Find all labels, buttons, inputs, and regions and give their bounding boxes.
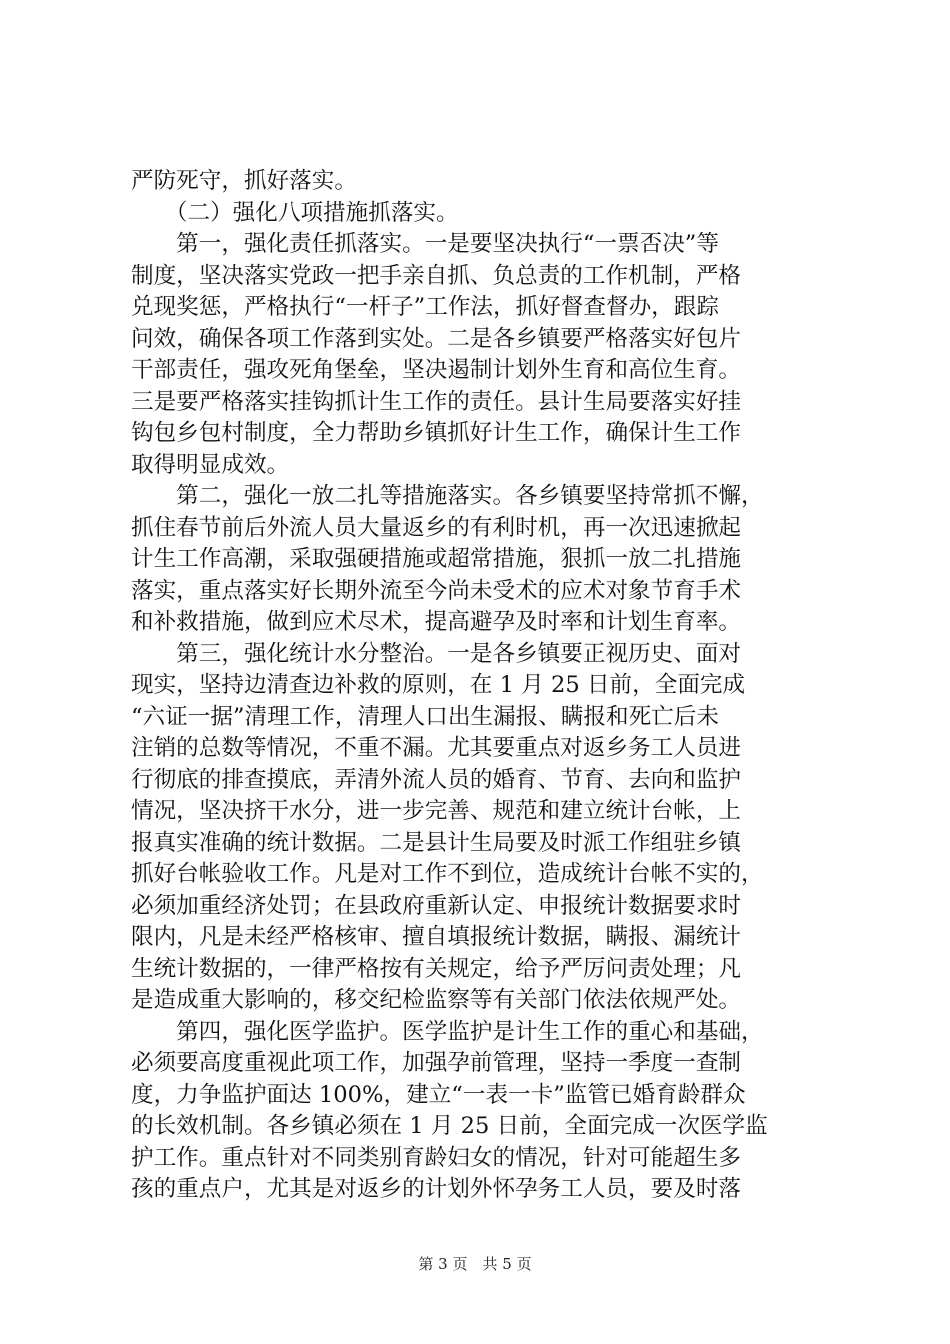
text-line: 是造成重大影响的，移交纪检监察等有关部门依法依规严处。	[131, 987, 742, 1013]
text-line: 报真实准确的统计数据。二是县计生局要及时派工作组驻乡镇	[131, 829, 742, 856]
text-line: 落实，重点落实好长期外流至今尚未受术的应术对象节育手术	[131, 577, 742, 604]
text-line: 限内，凡是未经严格核审、擅自填报统计数据，瞒报、漏统计	[131, 924, 742, 950]
text-line: 注销的总数等情况，不重不漏。尤其要重点对返乡务工人员进	[131, 735, 742, 761]
text-line: 必须要高度重视此项工作，加强孕前管理，坚持一季度一查制	[131, 1050, 742, 1076]
text-line: 抓住春节前后外流人员大量返乡的有利时机，再一次迅速掀起	[131, 514, 742, 541]
text-line: 抓好台帐验收工作。凡是对工作不到位，造成统计台帐不实的，	[131, 861, 764, 887]
text-line: 第三，强化统计水分整治。一是各乡镇要正视历史、面对	[131, 640, 742, 667]
text-line: 情况，坚决挤干水分，进一步完善、规范和建立统计台帐，上	[131, 798, 742, 824]
text-line: 制度，坚决落实党政一把手亲自抓、负总责的工作机制，严格	[131, 262, 742, 289]
text-line: 问效，确保各项工作落到实处。二是各乡镇要严格落实好包片	[131, 325, 742, 352]
text-line: 度，力争监护面达 100%，建立“一表一卡”监管已婚育龄群众	[131, 1081, 746, 1108]
text-line: 的长效机制。各乡镇必须在 1 月 25 日前，全面完成一次医学监	[131, 1113, 768, 1139]
text-line: 计生工作高潮，采取强硬措施或超常措施，狠抓一放二扎措施	[131, 546, 742, 572]
text-line: 严防死守，抓好落实。	[131, 168, 357, 194]
text-line: “六证一据”清理工作，清理人口出生漏报、瞒报和死亡后未	[131, 703, 719, 730]
text-line: 钩包乡包村制度，全力帮助乡镇抓好计生工作，确保计生工作	[131, 420, 742, 446]
text-line: 孩的重点户，尤其是对返乡的计划外怀孕务工人员，要及时落	[131, 1176, 742, 1202]
text-line: 行彻底的排查摸底，弄清外流人员的婚育、节育、去向和监护	[131, 766, 742, 793]
text-line: 第四，强化医学监护。医学监护是计生工作的重心和基础，	[131, 1018, 764, 1045]
page-number-footer: 第 3 页 共 5 页	[418, 1255, 532, 1273]
text-line: 取得明显成效。	[131, 451, 290, 478]
text-line: 现实，坚持边清查边补救的原则，在 1 月 25 日前，全面完成	[131, 672, 746, 698]
text-line: （二）强化八项措施抓落实。	[131, 199, 459, 226]
text-line: 护工作。重点针对不同类别育龄妇女的情况，针对可能超生多	[131, 1144, 742, 1171]
document-body	[131, 166, 831, 1206]
text-line: 第二，强化一放二扎等措施落实。各乡镇要坚持常抓不懈，	[131, 483, 764, 509]
text-line: 第一，强化责任抓落实。一是要坚决执行“一票否决”等	[131, 231, 719, 257]
text-line: 兑现奖惩，严格执行“一杆子”工作法，抓好督查督办，跟踪	[131, 294, 719, 320]
text-line: 三是要严格落实挂钩抓计生工作的责任。县计生局要落实好挂	[131, 388, 742, 415]
text-line: 和补救措施，做到应术尽术，提高避孕及时率和计划生育率。	[131, 609, 742, 635]
text-line: 生统计数据的，一律严格按有关规定，给予严厉问责处理；凡	[131, 955, 742, 982]
text-line: 必须加重经济处罚；在县政府重新认定、申报统计数据要求时	[131, 892, 742, 919]
text-line: 干部责任，强攻死角堡垒，坚决遏制计划外生育和高位生育。	[131, 357, 742, 383]
